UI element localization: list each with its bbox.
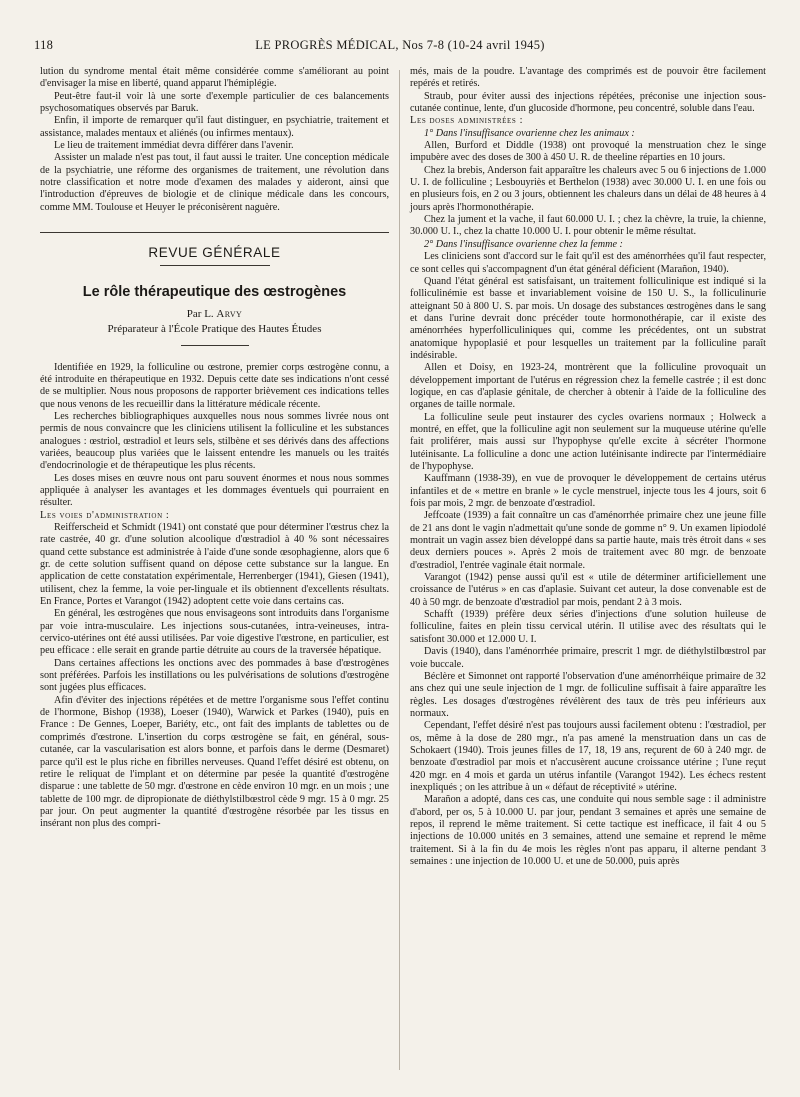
paragraph: Dans certaines affections les onctions avec des pommades à base d'œstrogènes sont préférées. Parfois les instillations ou les pulvérisations de solutions d'œstrogène sont jugées plus efficaces. — [40, 657, 389, 694]
paragraph: La folliculine seule peut instaurer des cycles ovariens normaux ; Holweck a montré, en effet, que la folliculine agit non seulement sur la muqueuse utérine qu'elle fait proliférer, mais aussi sur l'hypophyse qu'elle excite à sécréter l'hormone lutéinisante. La folliculine a donc une action lutéinisante indirecte par l'intermédiaire de l'hypophyse. — [410, 411, 766, 472]
paragraph: Identifiée en 1929, la folliculine ou œstrone, premier corps œstrogène connu, a été introduite en thérapeutique en 1932. Depuis cette date ses indications n'ont cessé de se multiplier. Nous nous proposons de rapporter brièvement ces indications telles que nous venons de les recueillir dans la littérature médicale récente. — [40, 361, 389, 410]
paragraph: Béclère et Simonnet ont rapporté l'observation d'une aménorrhéique primaire de 32 ans chez qui une seule injection de 1 mgr. de folliculine suffisait à faire apparaître les règles. Les dosages d'œstrogènes révélèrent des taux de très peu inférieurs aux normaux. — [410, 670, 766, 719]
page-number: 118 — [34, 38, 54, 52]
running-title: LE PROGRÈS MÉDICAL, Nos 7-8 (10-24 avril 1945) — [255, 38, 545, 52]
running-head — [34, 38, 766, 56]
paragraph: Chez la brebis, Anderson fait apparaître les chaleurs avec 5 ou 6 injections de 1.000 U. I. de folliculine ; Lesbouyriès et Berthelon (1938) avec 30.000 U. I. en une fois ou en plusieurs fois, en 2 ou 3 jours, obtiennent les chaleurs dans un délai de 48 heures à 4 jours après l'hormonothérapie. — [410, 164, 766, 213]
paragraph: Afin d'éviter des injections répétées et de mettre l'organisme sous l'effet continu de l'hormone, Bishop (1938), Loeser (1940), Warwick et Parkes (1940), puis en France : De Gennes, Loeper, Bariéty, etc., ont fait des implants de tablettes ou de comprimés d'œstrone. L'insertion du corps œstrogène se fait, en général, sous-cutanée, car la vascularisation est alors bonne, et parfois dans le derme (Desmaret) parce qu'il est le plus riche en fibrilles nerveuses. Quand l'effet désiré est obtenu, on retire le reliquat de l'implant et on détermine par pesée la quantité d'œstrogène disparue : une tablette de 50 mgr. d'œstrone en cède environ 10 mgr. en un mois ; une tablette de 100 mgr. de dipropionate de diéthylstilbœstrol cède 9 mgr. 15 à 0 mgr. 25 par jour. On peut augmenter la quantité d'œstrogène résorbée par les tissus en insérant non plus des compri- — [40, 694, 389, 830]
paragraph: Allen, Burford et Diddle (1938) ont provoqué la menstruation chez le singe impubère avec des doses de 300 à 450 U. R. de theeline réparties en 10 jours. — [410, 140, 766, 164]
paragraph: Kauffmann (1938-39), en vue de provoquer le développement de certains utérus infantiles et de « mettre en branle » le cycle menstruel, injecte tous les 4 jours, soit 6 fois par mois, 2 mgr. de benzoate d'œstradiol. — [410, 473, 766, 510]
author-line — [40, 308, 389, 320]
paragraph: Reifferscheid et Schmidt (1941) ont constaté que pour déterminer l'œstrus chez la rate castrée, 40 gr. d'une solution alcoolique d'œstradiol à 40 % sont nécessaires quand cette substance est administrée à l'aide d'une sonde œsophagienne, alors que 6 gr. de cette solution suffisent quand on dépose cette substance sur la langue. En application de cette constatation expérimentale, Herrenberger (1941), Giesen (1941), utilisent, chez la femme, la voie per-linguale et ils obtiennent d'excellents résultats. En France, Portes et Varangot (1942) adoptent cette voie dans certains cas. — [40, 521, 389, 608]
right-column — [410, 66, 766, 868]
paragraph: més, mais de la poudre. L'avantage des comprimés est de pouvoir être facilement repérés et retirés. — [410, 66, 766, 90]
paragraph: Chez la jument et la vache, il faut 60.000 U. I. ; chez la chèvre, la truie, la chienne, 30.000 U. I., chez la chatte 10.000 U. I. pour obtenir le même résultat. — [410, 214, 766, 238]
subheading-woman: 2° Dans l'insuffisance ovarienne chez la femme : — [424, 238, 623, 250]
paragraph: Les doses mises en œuvre nous ont paru souvent énormes et nous nous sommes appliquée à analyser les avantages et les dommages éventuels qui pourraient en résulter. — [40, 472, 389, 509]
paragraph: Les cliniciens sont d'accord sur le fait qu'il est des aménorrhées qu'il faut respecter, ce sont celles qui s'accompagnent d'un état général déficient (Marañon, 1940). — [410, 251, 766, 275]
paragraph: Schafft (1939) préfère deux séries d'injections d'une solution huileuse de folliculine, faites en plein tissu cervical utérin. Il utilise avec des résultats qui le satisfont 30.000 et 12.000 U. I. — [410, 609, 766, 645]
subheading-animals: 1° Dans l'insuffisance ovarienne chez les animaux : — [424, 127, 635, 139]
article-title: Le rôle thérapeutique des œstrogènes — [82, 284, 347, 301]
section-label: REVUE GÉNÉRALE — [148, 245, 281, 261]
left-column — [40, 66, 389, 831]
paragraph: Cependant, l'effet désiré n'est pas toujours aussi facilement obtenu : l'œstradiol, per os, même à la dose de 280 mgr., n'a pas amené la menstruation dans un cas de Schokaert (1940). Trois jeunes filles de 17, 18, 19 ans, reçurent de 60 à 240 mgr. de benzoate d'œstradiol par mois et n'accusèrent aucune croissance utérine ; l'une reçut 420 mgr. en 4 mois et garda un utérus infantile (Varangot 1942). Les échecs restent inexpliqués ; on les attribue à un « défaut de réceptivité » utérine. — [410, 720, 766, 793]
paragraph: Assister un malade n'est pas tout, il faut aussi le traiter. Une conception médicale de la psychiatrie, une réforme des organismes de traitement, une révolution dans notre classification et notre mode d'examen des malades y aideront, ainsi que l'introduction d'épreuves de biologie et de clinique médicale dans les concours, comme MM. Toulouse et Heuyer le préconisèrent naguère. — [40, 152, 389, 213]
paragraph: Straub, pour éviter aussi des injections répétées, préconise une injection sous-cutanée continue, lente, d'un glucoside d'hormone, peu concentré, soluble dans l'eau. — [410, 90, 766, 115]
paragraph: En général, les œstrogènes que nous envisageons sont introduits dans l'organisme par voie intra-musculaire. Les injections sous-cutanées, intra-veineuses, intra-cervico-utérines ont été aussi utilisées. Par voie digestive l'œstrone, en particulier, est peu efficace : elle serait en grande partie détruite au cours de la traversée hépatique. — [40, 608, 389, 657]
section-rule — [40, 232, 389, 233]
author-affiliation: Préparateur à l'École Pratique des Hautes Études — [107, 323, 322, 336]
paragraph: Jeffcoate (1939) a fait connaître un cas d'aménorrhée primaire chez une jeune fille de 21 ans dont le vagin n'admettait qu'une sonde de gomme n° 9. Un examen lipiodolé montrait un vagin assez bien développé dans sa partie haute, mais très étroit dans « ses deux derniers pouces ». Après 2 mois de traitement avec 80 mgr. de benzoate d'œstradiol, l'entrée vaginale était normale. — [410, 510, 766, 571]
section-heading-voies: Les voies d'administration : — [40, 509, 170, 521]
paragraph: Allen et Doisy, en 1923-24, montrèrent que la folliculine provoquait un développement important de l'utérus en régression chez la femelle castrée ; il est donc logique, en cas d'aplasie génitale, de chercher à obtenir à l'aide de la folliculine des organes de taille normale. — [410, 362, 766, 411]
paragraph: Varangot (1942) pense aussi qu'il est « utile de déterminer artificiellement une croissance de l'utérus » en cas d'aplasie. Suivant cet auteur, la dose convenable est de 40 à 50 mgr. de benzoate d'œstradiol par mois, pendant 2 à 3 mois. — [410, 572, 766, 608]
column-divider — [399, 70, 400, 1070]
author-prefix: Par L. — [186, 307, 214, 320]
section-label-underline — [160, 265, 270, 266]
paragraph: Le lieu de traitement immédiat devra différer dans l'avenir. — [54, 140, 294, 152]
section-heading-doses: Les doses administrées : — [410, 115, 524, 127]
paragraph: Quand l'état général est satisfaisant, un traitement folliculinique est indiqué si la folliculinémie est basse et invariablement voisine de 150 U. S., la folliculinurie atteignant 50 à 800 U. S. par mois. Un dosage des substances œstrogènes dans le sang et dans l'urine devrait donc précéder toute hormonothérapie, car il existe des aménorrhées hyperfolliculiniques qui, comme les précédentes, ont un substrat anatomique hypoplasié et pour lesquelles un traitement par la folliculine paraît indésirable. — [410, 275, 766, 361]
paragraph: Davis (1940), dans l'aménorrhée primaire, prescrit 1 mgr. de diéthylstilbœstrol par voie buccale. — [410, 646, 766, 670]
paragraph: lution du syndrome mental était même considérée comme s'améliorant au point d'envisager la mise en liberté, quand apparut l'hémiplégie. — [40, 66, 389, 90]
paragraph: Enfin, il importe de remarquer qu'il faut distinguer, en psychiatrie, traitement et assistance, malades mentaux et aliénés (ou infirmes mentaux). — [40, 115, 389, 139]
paragraph: Marañon a adopté, dans ces cas, une conduite qui nous semble sage : il administre d'abord, per os, 5 à 10.000 U. par jour, pendant 3 semaines et après une semaine de repos, il reprend le même traitement. Si cette tactique est inefficace, il fait 4 ou 5 injections de 10.000 unités en 3 semaines, attend une semaine et reprend le même traitement. Si à la fin du 4e mois les règles n'ont pas apparu, il alterne pendant 3 semaines : une injection de 10.000 U. et une de 50.000, puis après — [410, 794, 766, 867]
paragraph: Les recherches bibliographiques auxquelles nous nous sommes livrée nous ont permis de nous convaincre que les cliniciens utilisent la folliculine et les substances analogues : œstriol, œstradiol et leurs sels, stilbène et ses dérivés dans des affections variées, beaucoup plus variées que le laissent entendre les manuels ou les traités d'endocrinologie et de thérapeutique les plus récents. — [40, 410, 389, 472]
title-rule — [181, 345, 249, 346]
paragraph: Peut-être faut-il voir là une sorte d'exemple particulier de ces balancements psychosomatiques observés par Baruk. — [40, 90, 389, 115]
author-name: Arvy — [216, 307, 243, 320]
